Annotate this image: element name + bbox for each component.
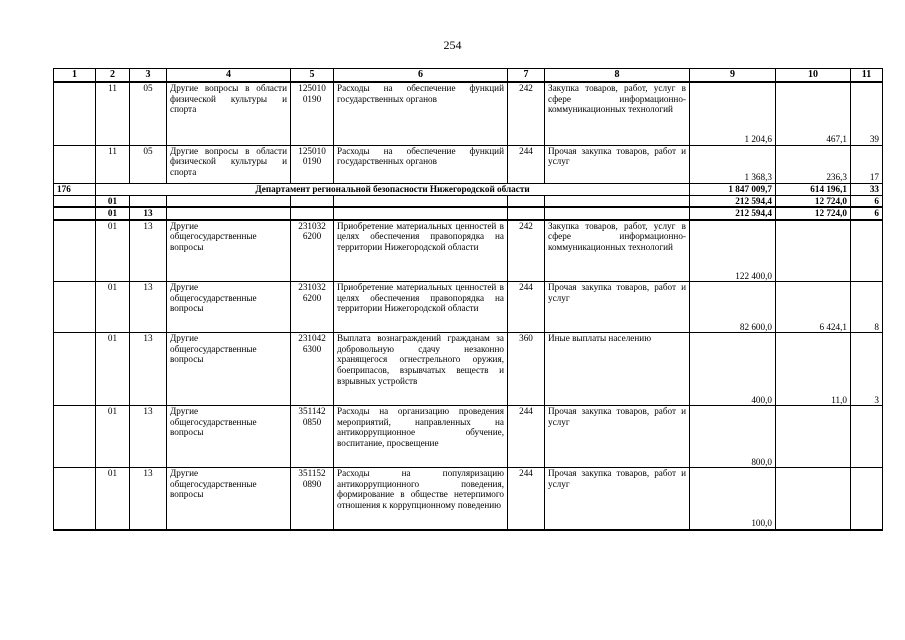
cell-c7: [508, 207, 545, 220]
header-cell: 11: [851, 69, 883, 83]
header-cell: 9: [690, 69, 776, 83]
header-cell: 1: [54, 69, 96, 83]
cell-c4: [167, 195, 291, 207]
cell-c9: 400,0: [690, 333, 776, 406]
cell-c11: [851, 406, 883, 468]
cell-c1: [54, 195, 96, 207]
cell-c11: [851, 220, 883, 282]
cell-c9: 800,0: [690, 406, 776, 468]
cell-c8: Прочая закупка товаров, работ и услуг: [545, 145, 690, 183]
cell-c4: Другие общегосударственные вопросы: [167, 282, 291, 333]
cell-c8: Прочая закупка товаров, работ и услуг: [545, 406, 690, 468]
cell-c7: 244: [508, 145, 545, 183]
cell-c5: 125010 0190: [291, 145, 334, 183]
cell-c9: 100,0: [690, 468, 776, 530]
cell-c11: 39: [851, 82, 883, 145]
section-row: [54, 195, 883, 207]
cell-c9: 1 204,6: [690, 82, 776, 145]
cell-c11: [851, 468, 883, 530]
header-cell: 7: [508, 69, 545, 83]
cell-c1: [54, 468, 96, 530]
department-title: Департамент региональной безопасности Нижегородской области: [96, 183, 690, 195]
cell-c11: 17: [851, 145, 883, 183]
budget-table: [53, 68, 883, 531]
cell-c6: Приобретение материальных ценностей в целях обеспечения правопорядка на территории Нижегородской области: [334, 282, 508, 333]
cell-c1: [54, 220, 96, 282]
cell-c9: 1 847 009,7: [690, 183, 776, 195]
cell-c7: [508, 195, 545, 207]
cell-c2: 11: [96, 82, 130, 145]
cell-c8: Прочая закупка товаров, работ и услуг: [545, 282, 690, 333]
cell-c3: 13: [130, 406, 167, 468]
header-cell: 8: [545, 69, 690, 83]
cell-c8: Прочая закупка товаров, работ и услуг: [545, 468, 690, 530]
table-row: [54, 406, 883, 468]
cell-c5: 125010 0190: [291, 82, 334, 145]
cell-c5: [291, 207, 334, 220]
cell-c4: Другие вопросы в области физической культуры и спорта: [167, 145, 291, 183]
cell-c9: 122 400,0: [690, 220, 776, 282]
cell-c8: Закупка товаров, работ, услуг в сфере информационно-коммуникационных технологий: [545, 82, 690, 145]
cell-c1: [54, 406, 96, 468]
cell-c3: 05: [130, 82, 167, 145]
cell-c2: 11: [96, 145, 130, 183]
cell-c4: Другие вопросы в области физической культуры и спорта: [167, 82, 291, 145]
table-row: [54, 468, 883, 530]
cell-c7: 360: [508, 333, 545, 406]
cell-c2: 01: [96, 195, 130, 207]
cell-c10: 12 724,0: [776, 207, 851, 220]
cell-c3: 13: [130, 333, 167, 406]
cell-c8: [545, 195, 690, 207]
cell-c4: Другие общегосударственные вопросы: [167, 406, 291, 468]
cell-c4: Другие общегосударственные вопросы: [167, 468, 291, 530]
cell-c1: [54, 333, 96, 406]
cell-c4: [167, 207, 291, 220]
cell-c11: 3: [851, 333, 883, 406]
cell-c6: Расходы на обеспечение функций государственных органов: [334, 145, 508, 183]
cell-c11: 8: [851, 282, 883, 333]
cell-c7: 244: [508, 406, 545, 468]
cell-c7: 244: [508, 282, 545, 333]
cell-c2: 01: [96, 220, 130, 282]
cell-c10: 236,3: [776, 145, 851, 183]
cell-c11: 33: [851, 183, 883, 195]
header-row: [54, 69, 883, 83]
cell-c4: Другие общегосударственные вопросы: [167, 333, 291, 406]
cell-c5: 351152 0890: [291, 468, 334, 530]
cell-c3: 13: [130, 282, 167, 333]
cell-c10: 467,1: [776, 82, 851, 145]
cell-c10: [776, 406, 851, 468]
cell-c6: [334, 207, 508, 220]
cell-c2: 01: [96, 406, 130, 468]
cell-c4: Другие общегосударственные вопросы: [167, 220, 291, 282]
cell-c3: 13: [130, 207, 167, 220]
cell-c1: [54, 207, 96, 220]
subsection-row: [54, 207, 883, 220]
cell-c9: 212 594,4: [690, 195, 776, 207]
cell-c6: Расходы на обеспечение функций государственных органов: [334, 82, 508, 145]
cell-c5: [291, 195, 334, 207]
header-cell: 5: [291, 69, 334, 83]
cell-c3: 13: [130, 468, 167, 530]
cell-c10: [776, 468, 851, 530]
cell-c11: 6: [851, 207, 883, 220]
cell-c1: [54, 82, 96, 145]
cell-c6: [334, 195, 508, 207]
page-number: 254: [443, 38, 462, 52]
header-cell: 3: [130, 69, 167, 83]
cell-c6: Приобретение материальных ценностей в целях обеспечения правопорядка на территории Нижегородской области: [334, 220, 508, 282]
cell-c3: 05: [130, 145, 167, 183]
cell-c7: 242: [508, 82, 545, 145]
cell-c7: 244: [508, 468, 545, 530]
cell-c5: 231032 6200: [291, 220, 334, 282]
cell-c10: 6 424,1: [776, 282, 851, 333]
header-cell: 10: [776, 69, 851, 83]
department-row: [54, 183, 883, 195]
cell-c10: 11,0: [776, 333, 851, 406]
cell-c3: 13: [130, 220, 167, 282]
cell-c2: 01: [96, 207, 130, 220]
cell-c10: [776, 220, 851, 282]
header-cell: 6: [334, 69, 508, 83]
cell-c9: 1 368,3: [690, 145, 776, 183]
cell-c2: 01: [96, 282, 130, 333]
cell-c8: Иные выплаты населению: [545, 333, 690, 406]
cell-c5: 231032 6200: [291, 282, 334, 333]
cell-c10: 12 724,0: [776, 195, 851, 207]
table-row: [54, 145, 883, 183]
cell-c2: 01: [96, 468, 130, 530]
cell-c7: 242: [508, 220, 545, 282]
header-cell: 4: [167, 69, 291, 83]
cell-c1: [54, 145, 96, 183]
cell-c5: 231042 6300: [291, 333, 334, 406]
cell-c11: 6: [851, 195, 883, 207]
cell-c6: Расходы на популяризацию антикоррупционного поведения, формирование в обществе нетерпимого отношения к коррупционному поведению: [334, 468, 508, 530]
cell-c10: 614 196,1: [776, 183, 851, 195]
table-row: [54, 82, 883, 145]
cell-c6: Выплата вознаграждений гражданам за добровольную сдачу незаконно хранящегося огнестрельного оружия, боеприпасов, взрывчатых веществ и взрывных устройств: [334, 333, 508, 406]
cell-c3: [130, 195, 167, 207]
cell-c9: 82 600,0: [690, 282, 776, 333]
cell-c9: 212 594,4: [690, 207, 776, 220]
table-row: [54, 282, 883, 333]
cell-c5: 351142 0850: [291, 406, 334, 468]
cell-c1: [54, 282, 96, 333]
table-row: [54, 333, 883, 406]
cell-c1: 176: [54, 183, 96, 195]
table-row: [54, 220, 883, 282]
cell-c2: 01: [96, 333, 130, 406]
cell-c6: Расходы на организацию проведения мероприятий, направленных на антикоррупционное обучение, воспитание, просвещение: [334, 406, 508, 468]
cell-c8: [545, 207, 690, 220]
header-cell: 2: [96, 69, 130, 83]
cell-c8: Закупка товаров, работ, услуг в сфере информационно-коммуникационных технологий: [545, 220, 690, 282]
